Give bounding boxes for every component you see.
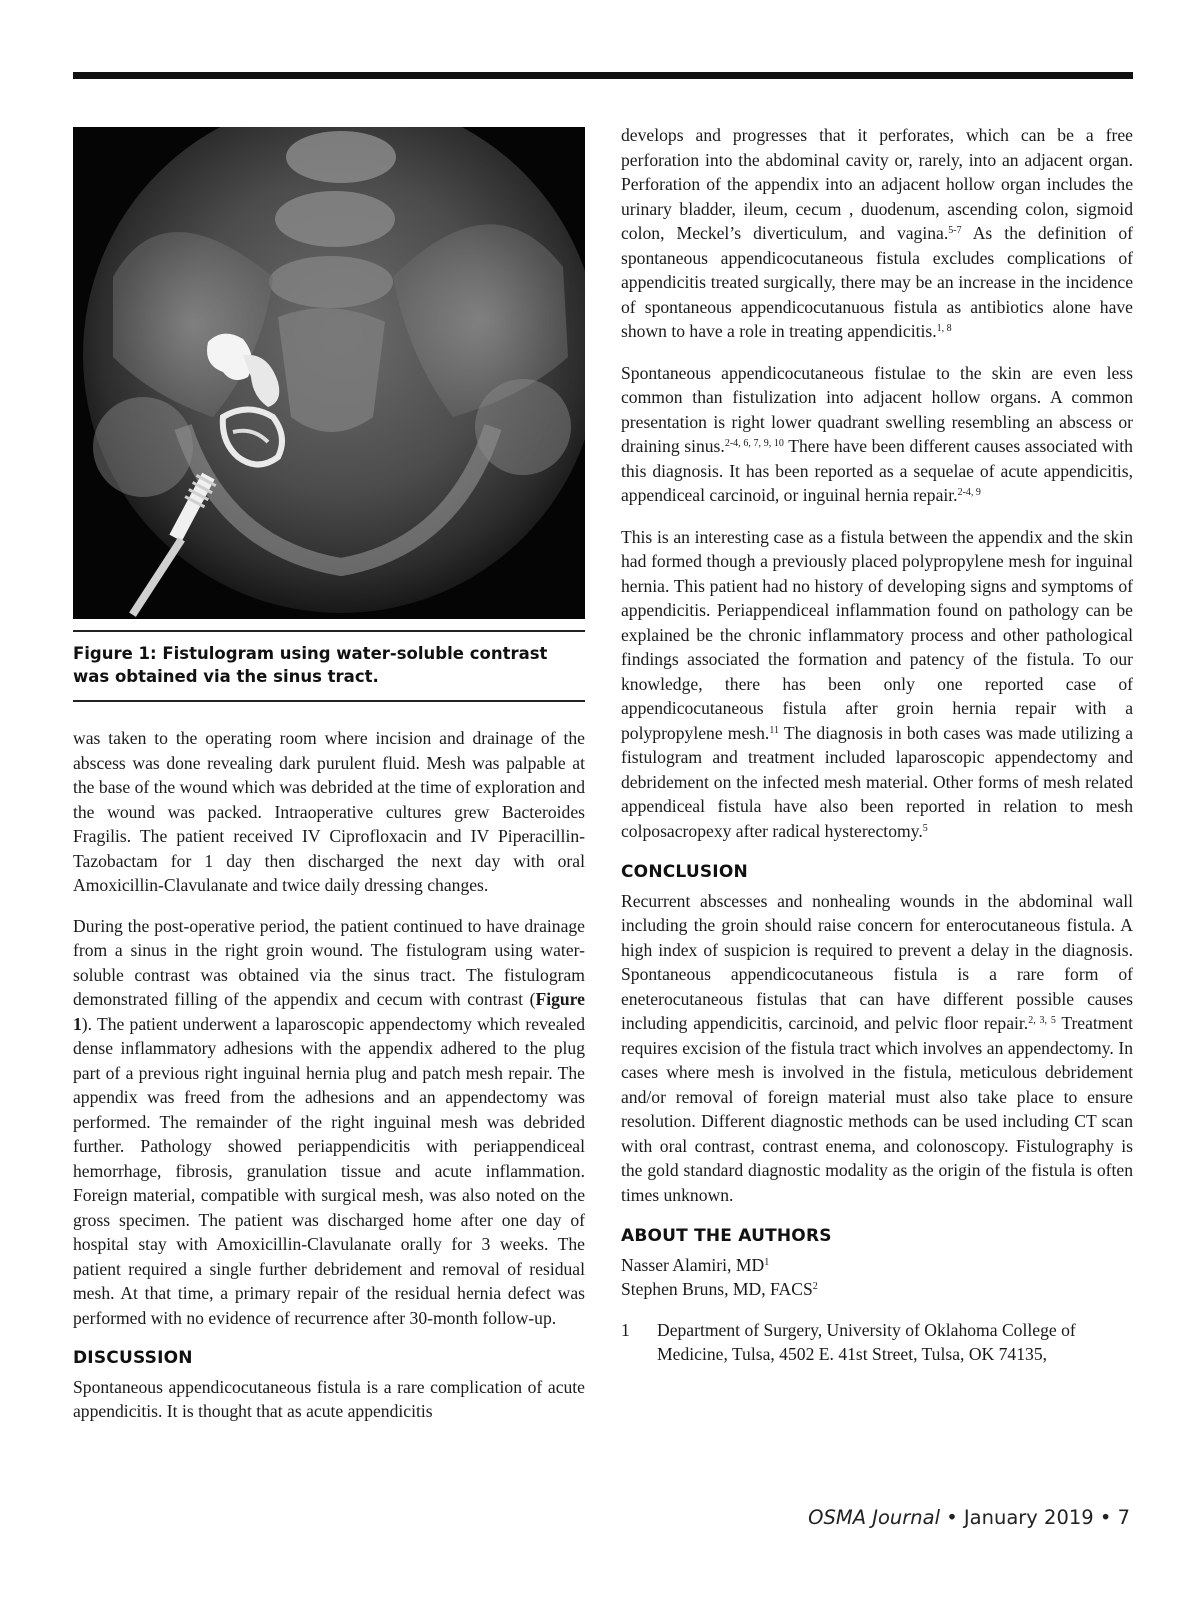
figure-image bbox=[73, 127, 585, 619]
citation: 11 bbox=[769, 724, 779, 736]
citation: 2-4, 6, 7, 9, 10 bbox=[724, 438, 784, 449]
separator: • bbox=[1093, 1506, 1118, 1529]
text-segment: There have been different causes associated with this diagnosis. It has been reported as a sequelae of acute appendicitis, appendiceal carcinoid, or inguinal hernia repair. bbox=[621, 436, 1133, 505]
citation: 5 bbox=[922, 822, 928, 834]
paragraph-fistulae bbox=[621, 361, 1133, 508]
affiliation-marker: 2 bbox=[812, 1281, 818, 1292]
authors-list bbox=[621, 1253, 1133, 1302]
paragraph-discussion: Spontaneous appendicocutaneous fistula is a rare complication of acute appendicitis. It is thought that as acute appendicitis bbox=[73, 1376, 585, 1421]
paragraph-conclusion bbox=[621, 889, 1133, 1208]
left-column bbox=[73, 726, 585, 1440]
fistulogram-xray bbox=[73, 127, 585, 619]
discussion-heading: DISCUSSION bbox=[73, 1348, 193, 1368]
affiliation-footnote bbox=[621, 1318, 1133, 1367]
text-segment: This is an interesting case as a fistula between the appendix and the skin had formed though a previously placed polypropylene mesh for inguinal hernia. This patient had no history of developing signs and symptoms of appendicitis. Periappendiceal inflammation found on pathology can be explained be the chronic inflammatory process and other pathological findings associated the formation and patency of the fistula. To our knowledge, there has been only one reported case of appendicocutaneous fistula after groin hernia repair with a polypropylene mesh. bbox=[621, 526, 1133, 743]
text-segment: develops and progresses that it perforates, which can be a free perforation into the abdominal cavity or, rarely, into an adjacent organ. Perforation of the appendix into an adjacent hollow organ includes the urinary bladder, ileum, cecum , duodenum, ascending colon, sigmoid colon, Meckel’s diverticulum, and vagina. bbox=[621, 125, 1133, 243]
text-segment: The diagnosis in both cases was made utilizing a fistulogram and treatment included laparoscopic appendectomy and debridement on the infected mesh material. Other forms of mesh related appendiceal fistula have also been reported in relation to mesh colposacropexy after radical hysterectomy. bbox=[621, 722, 1133, 841]
author-name: Nasser Alamiri, MD bbox=[621, 1254, 765, 1275]
paragraph-perforation bbox=[621, 123, 1133, 344]
page-footer bbox=[808, 1506, 1130, 1529]
author-1 bbox=[621, 1253, 1133, 1278]
paragraph-case-continued: was taken to the operating room where incision and drainage of the abscess was done revealing dark purulent fluid. Mesh was palpable at the base of the wound which was debrided at the time of exploration and the wound was packed. Intraoperative cultures grew Bacteroides Fragilis. The patient received IV Ciprofloxacin and IV Piperacillin-Tazobactam for 1 day then discharged the next day with oral Amoxicillin-Clavulanate and twice daily dressing changes. bbox=[73, 728, 585, 895]
citation: 1, 8 bbox=[936, 323, 952, 334]
paragraph-interesting-case bbox=[621, 525, 1133, 844]
paragraph-post-operative bbox=[73, 914, 585, 1331]
text-segment: ). The patient underwent a laparoscopic appendectomy which revealed dense inflammatory adhesions with the appendix adhered to the plug part of a previous right inguinal hernia plug and patch mesh repair. The appendix was freed from the adhesions and an appendectomy was performed. The remainder of the right inguinal mesh was debrided further. Pathology showed periappendicitis with periappendiceal hemorrhage, fibrosis, granulation tissue and acute inflammation. Foreign material, compatible with surgical mesh, was also noted on the gross specimen. The patient was discharged home after one day of hospital stay with Amoxicillin-Clavulanate orally for 3 weeks. The patient required a single further debridement and removal of residual mesh. At that time, a primary repair of the residual hernia defect was performed with no evidence of recurrence after 30-month follow-up. bbox=[73, 1013, 585, 1328]
page-number: 7 bbox=[1117, 1506, 1130, 1529]
right-column bbox=[621, 123, 1133, 1367]
issue-date: January 2019 bbox=[963, 1506, 1094, 1529]
author-2 bbox=[621, 1277, 1133, 1302]
affiliation-marker: 1 bbox=[764, 1256, 770, 1268]
author-name: Stephen Bruns, MD, FACS bbox=[621, 1279, 813, 1299]
citation: 2-4, 9 bbox=[957, 487, 981, 498]
authors-heading: ABOUT THE AUTHORS bbox=[621, 1226, 832, 1246]
citation: 2, 3, 5 bbox=[1028, 1015, 1056, 1026]
figure-reference: Figure 1 bbox=[73, 989, 585, 1034]
top-rule bbox=[73, 72, 1133, 79]
conclusion-heading: CONCLUSION bbox=[621, 862, 748, 882]
footnote-number: 1 bbox=[621, 1319, 630, 1340]
text-segment: As the definition of spontaneous appendicocutaneous fistula excludes complications of appendicitis treated surgically, there may be an increase in the incidence of spontaneous appendicocutanuous fistula as antibiotics alone have shown to have a role in treating appendicitis. bbox=[621, 223, 1133, 341]
footnote-text: Department of Surgery, University of Oklahoma College of Medicine, Tulsa, 4502 E. 41st Street, Tulsa, OK 74135, bbox=[657, 1319, 1076, 1364]
text-segment: Treatment requires excision of the fistula tract which involves an appendectomy. In cases where mesh is involved in the fistula, meticulous debridement and/or removal of foreign material must also take place to ensure resolution. Different diagnostic methods can be used including CT scan with oral contrast, contrast enema, and colonoscopy. Fistulography is the gold standard diagnostic modality as the origin of the fistula is often times unknown. bbox=[621, 1013, 1133, 1205]
text-segment: Recurrent abscesses and nonhealing wounds in the abdominal wall including the groin should raise concern for enterocutaneous fistula. A high index of suspicion is required to prevent a delay in the diagnosis. Spontaneous appendicocutaneous fistula is a rare form of eneterocutaneous fistulas that can have different possible causes including appendicitis, carcinoid, and pelvic floor repair. bbox=[621, 890, 1133, 1033]
citation: 5-7 bbox=[948, 225, 962, 236]
text-segment: Spontaneous appendicocutaneous fistulae to the skin are even less common than fistulization into adjacent hollow organs. A common presentation is right lower quadrant swelling resembling an abscess or draining sinus. bbox=[621, 362, 1133, 456]
text-segment: During the post-operative period, the patient continued to have drainage from a sinus in the right groin wound. The fistulogram using water-soluble contrast was obtained via the sinus tract. The fistulogram demonstrated filling of the appendix and cecum with contrast ( bbox=[73, 915, 585, 1009]
journal-name: OSMA Journal bbox=[808, 1506, 941, 1529]
figure-caption: Figure 1: Fistulogram using water-soluble contrast was obtained via the sinus tract. bbox=[73, 630, 585, 702]
separator: • bbox=[940, 1506, 964, 1529]
